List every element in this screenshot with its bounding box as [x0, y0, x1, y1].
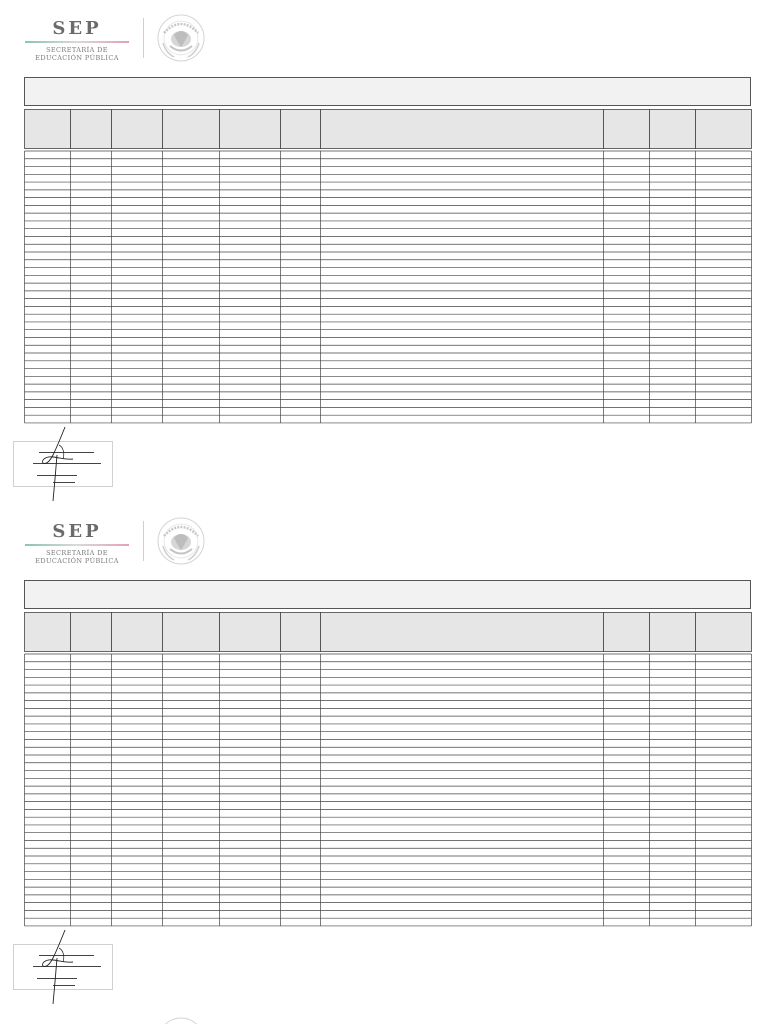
document-page: [0, 1006, 768, 1024]
coat-of-arms-seal-icon: [150, 1016, 212, 1024]
table-header-cell: [25, 613, 71, 652]
table-header-cell: [220, 613, 281, 652]
table-header-cell: [321, 613, 604, 652]
signature-block: [13, 928, 115, 1006]
sep-logo-line2: EDUCACIÓN PÚBLICA: [35, 557, 119, 565]
sep-logo: [25, 20, 129, 64]
header-divider: [143, 521, 144, 561]
sep-logo-line1: SECRETARÍA DE: [46, 549, 108, 557]
table-header-cell: [696, 613, 752, 652]
table-header-cell: [25, 110, 71, 149]
table-header-cell: [650, 613, 696, 652]
handwritten-signature-icon: [13, 928, 115, 1006]
table-header-cell: [281, 613, 321, 652]
table-header-cell: [163, 110, 220, 149]
table-title-bar: [24, 77, 751, 106]
table-header-cell: [163, 613, 220, 652]
table-header-cell: [71, 110, 112, 149]
handwritten-signature-icon: [13, 425, 115, 503]
table-header-cell: [112, 613, 163, 652]
table-header-cell: [696, 110, 752, 149]
table-header-cell: [321, 110, 604, 149]
sep-logo-abbr: SEP: [52, 18, 102, 39]
data-table: [24, 109, 752, 431]
table-header-cell: [71, 613, 112, 652]
sep-logo-line1: SECRETARÍA DE: [46, 46, 108, 54]
sep-logo-abbr: SEP: [52, 521, 102, 542]
table-header-cell: [604, 613, 650, 652]
logo-color-rule: [25, 41, 129, 43]
document-page: [0, 503, 768, 1006]
table-header-cell: [112, 110, 163, 149]
data-table: [24, 612, 752, 934]
coat-of-arms-seal-icon: [150, 516, 212, 566]
table-header-cell: [604, 110, 650, 149]
sep-logo-line2: EDUCACIÓN PÚBLICA: [35, 54, 119, 62]
header-divider: [143, 18, 144, 58]
logo-color-rule: [25, 544, 129, 546]
signature-block: [13, 425, 115, 503]
table-header-cell: [220, 110, 281, 149]
table-header-cell: [281, 110, 321, 149]
table-title-bar: [24, 580, 751, 609]
document-page: [0, 0, 768, 503]
table-header-cell: [650, 110, 696, 149]
coat-of-arms-seal-icon: [150, 13, 212, 63]
sep-logo: [25, 523, 129, 567]
